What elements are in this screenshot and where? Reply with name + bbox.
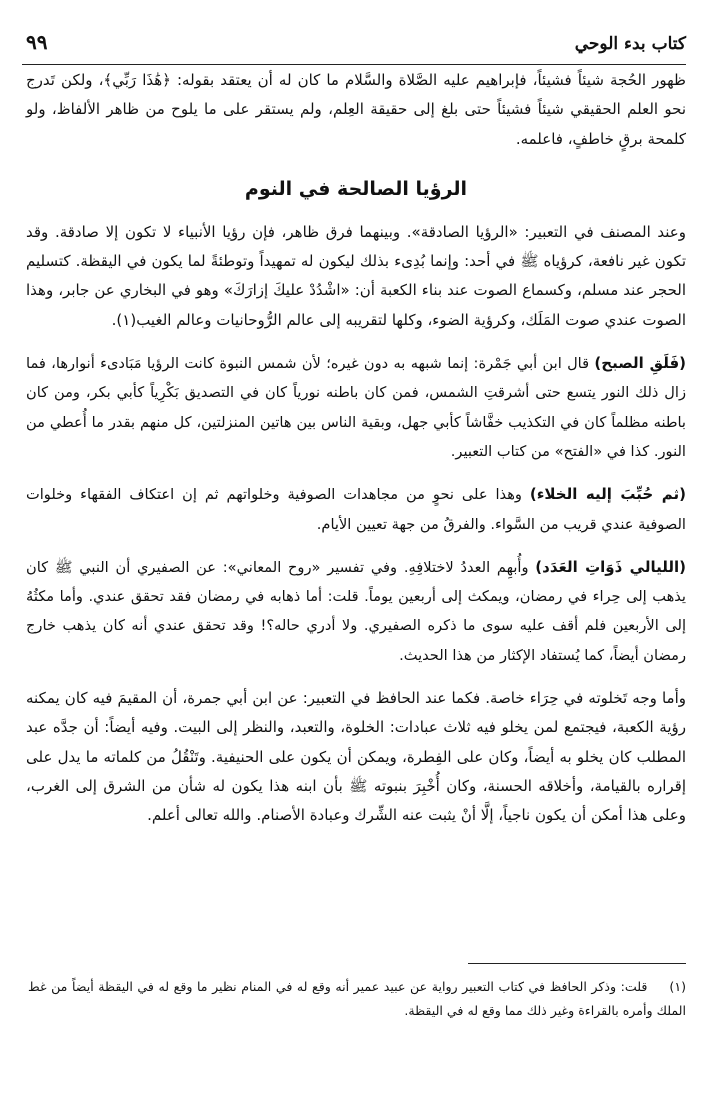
paragraph-2-lead: (فَلَقِ الصبح)	[594, 354, 686, 373]
footnote-marker: (١)	[669, 979, 686, 994]
paragraph-2-text: قال ابن أبي جَمْرة: إنما شبهه به دون غيره؛ لأن شمس النبوة كانت الرؤيا مَبَادىء أنوارها، فما زال ذلك النور يتسع حتى أشرقتِ الشمس، فمن كان باطنه نورياً كان في التصديق بَكْرِياً كأبي بكر، ومن كان باطنه مظلماً كان في التكذيب خفَّاشاً كأبي جهل، وبقية الناس بين هاتين المنزلتين، كل منهم بقدر ما أُعطي من النور. كذا في «الفتح» من كتاب التعبير.	[26, 355, 686, 460]
header-rule	[22, 64, 686, 65]
footnote-rule	[468, 963, 686, 964]
section-heading: الرؤيا الصالحة في النوم	[244, 177, 468, 200]
page-number: ٩٩	[26, 30, 48, 54]
paragraph-2	[26, 349, 686, 466]
paragraph-4-lead: (الليالي ذَوَاتِ العَدَد)	[535, 557, 686, 576]
intro-paragraph: ظهور الحُجة شيئاً فشيئاً، فإبراهيم عليه الصَّلاة والسَّلام ما كان له أن يعتقد بقوله: ﴿هَٰذَا رَبِّي﴾، ولكن تَدرج نحو العلم الحقيقي شيئاً فشيئاً حتى بلغ إلى حقيقة العِلم، ولم يستقر على ما يلوح من ظاهر الألفاظ، ولو كلمحة برقٍ خاطفٍ، فاعلمه.	[26, 71, 686, 148]
paragraph-1: وعند المصنف في التعبير: «الرؤيا الصادقة». وبينهما فرق ظاهر، فإن رؤيا الأنبياء لا تكون إلا صادقة. وقد تكون غير نافعة، كرؤياه ﷺ في أحد: وإنما بُدِىء بذلك ليكون له تمهيداً وتوطئةً لما يكون في اليقظة. كتسليم الحجر عند مسلم، وكسماع الصوت عند بناء الكعبة أن: «اشْدُدْ عليكَ إزارَكَ» وهو في البخاري عن جابر، وهذا الصوت عندي صوت المَلَك، وكرؤية الضوء، وكلها لتقريبه إلى عالم الرُّوحانيات وعالم الغيب(١).	[26, 222, 686, 329]
running-title: كتاب بدء الوحي	[574, 34, 686, 54]
footnote-text: قلت: وذكر الحافظ في كتاب التعبير رواية عن عبيد عمير أنه وقع له في المنام نظير ما وقع له في اليقظة أيضاً من غط الملك وأمره بالقراءة وغير ذلك مما وقع له في اليقظة.	[28, 979, 686, 1018]
footnote-1	[28, 975, 686, 1023]
main-text	[26, 66, 686, 831]
paragraph-3-text: وهذا على نحوٍ من مجاهدات الصوفية وخلواتهم ثم إن اعتكاف الفقهاء وخلوات الصوفية عندي قريب من السَّواء. والفرقُ من جهة تعيين الأيام.	[26, 486, 686, 533]
paragraph-3-lead: (ثم حُبِّبَ إليه الخلاء)	[529, 485, 686, 504]
footnotes	[28, 975, 686, 1023]
paragraph-4	[26, 553, 686, 670]
paragraph-4-text: وأُبهِم العددُ لاختلافِهِ. وفي تفسير «روح المعاني»: عن الصفيري أن النبي ﷺ كان يذهب إلى حِراء في رمضان، ويمكث إلى أربعين يوماً. قلت: أما ذهابه في رمضان فقد تحقق عندي. وأما مكثُهُ إلى الأربعين فلم أقف عليه سوى ما ذكره الصفيري. ولا أدري حاله؟! وقد تحقق عندي أنه كان يذهب خارج رمضان أيضاً، كما يُستفاد الإكثار من هذا الحديث.	[26, 558, 686, 664]
page-header	[26, 30, 686, 54]
paragraph-3	[26, 480, 686, 539]
paragraph-5: وأما وجه تَخلوته في حِرَاء خاصة. فكما عند الحافظ في التعبير: عن ابن أبي جمرة، أن المقيمَ فيه كان يمكنه رؤية الكعبة، فيجتمع لمن يخلو فيه ثلاث عبادات: الخلوة، والتعبد، والنظر إلى البيت. وفيه أيضاً: أن جدَّه عبد المطلب كان يخلو به أيضاً، وكان على الفِطرة، ويمكن أن يكون على الحنيفية. وتَنْقُلُ من كلماته ما يدل على إقراره بالقيامة، وأخلاقه الحسنة، وكان أُخْبِرَ بنبوته ﷺ بأن ابنه هذا يكون له شأن من الشرق إلى الغرب، وعلى هذا أمكن أن يكون ناجياً، إلَّا أنْ يثبت عنه الشِّرك وعبادة الأصنام. والله تعالى أعلم.	[26, 689, 686, 825]
